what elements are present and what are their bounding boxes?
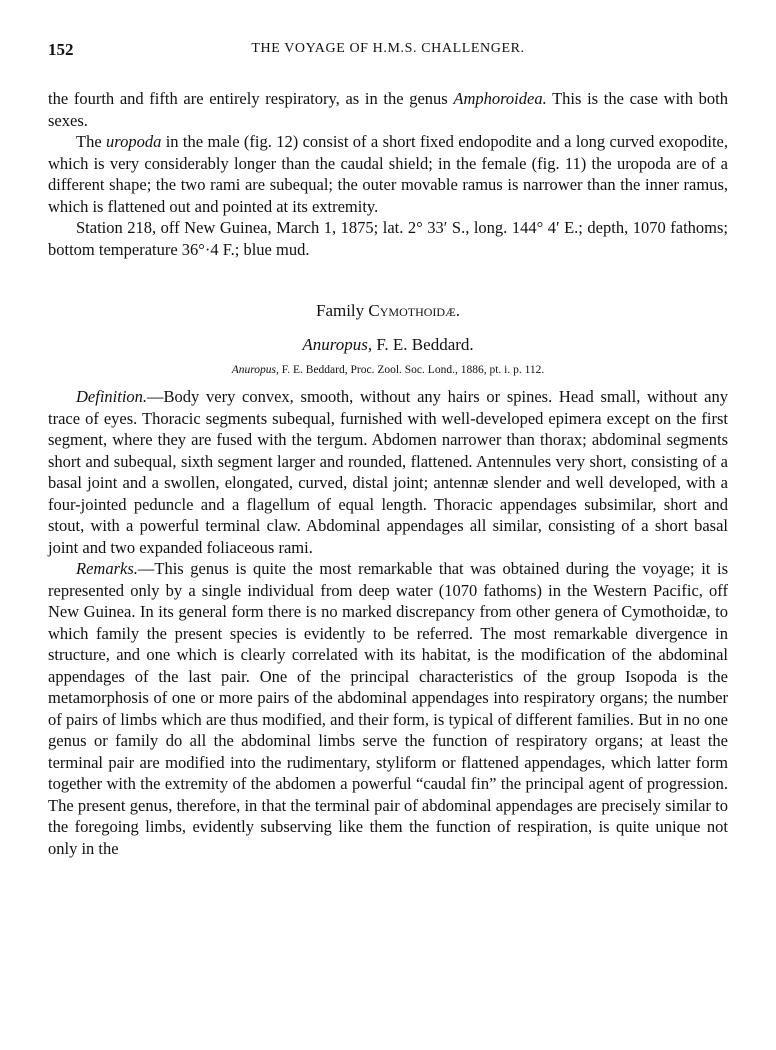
uropoda-text-a: The: [76, 132, 107, 151]
page: [48, 40, 728, 859]
family-heading: [48, 300, 728, 322]
family-name: Cymothoidæ.: [368, 301, 460, 320]
running-title: THE VOYAGE OF H.M.S. CHALLENGER.: [251, 41, 525, 56]
remarks-label: Remarks.: [76, 559, 138, 578]
genus-author: F. E. Beddard.: [372, 335, 474, 354]
running-header: [48, 40, 728, 66]
reference-citation: F. E. Beddard, Proc. Zool. Soc. Lond., 1886, pt. i. p. 112.: [278, 364, 545, 376]
uropoda-paragraph: [48, 131, 728, 217]
definition-text: —Body very convex, smooth, without any hairs or spines. Head small, without any trace of eyes. Thoracic segments subequal, furnished with well-developed epimera except on the first segment, where they are fused with the tergum. Abdomen narrower than thorax; abdominal segments short and subequal, sixth segment larger and rounded, flattened. Antennules very short, consisting of a basal joint and a swollen, elongated, curved, distal joint; antennæ slender and well developed, with a four-jointed peduncle and a flagellum of equal length. Thoracic appendages subsimilar, short and stout, with a powerful terminal claw. Abdominal appendages all similar, consisting of a short basal joint and two expanded foliaceous rami.: [48, 387, 728, 557]
intro-p1-genus-name: Amphoroidea.: [453, 89, 547, 108]
definition-label: Definition.: [76, 387, 148, 406]
genus-name: Anuropus,: [302, 335, 373, 354]
genus-reference: [48, 362, 728, 378]
intro-p1-text-b: This is the case with both sexes.: [48, 89, 728, 130]
station-paragraph: Station 218, off New Guinea, March 1, 1875; lat. 2° 33′ S., long. 144° 4′ E.; depth, 1070 fathoms; bottom temperature 36°·4 F.; blue mud.: [48, 218, 728, 259]
definition-paragraph: [48, 386, 728, 558]
family-prefix: Family: [315, 301, 369, 320]
genus-heading: [48, 334, 728, 356]
remarks-paragraph: [48, 558, 728, 859]
remarks-text: —This genus is quite the most remarkable that was obtained during the voyage; it is represented only by a single individual from deep water (1070 fathoms) in the Western Pacific, off New Guinea. In its general form there is no marked discrepancy from other genera of Cymothoidæ, to which family the present species is evidently to be referred. The most remarkable divergence in structure, and one which is clearly correlated with its habitat, is the modification of the abdominal appendages of the last pair. One of the principal characteristics of the group Isopoda is the metamorphosis of one or more pairs of the abdominal appendages into respiratory organs; the number of pairs of limbs which are thus modified, and their form, is typical of different families. But in no one genus or family do all the abdominal limbs serve the function of respiratory organs; at least the terminal pair are modified into the rudimentary, styliform or flattened appendages, which latter form together with the extremity of the abdomen a powerful “caudal fin” the principal agent of progression. The present genus, therefore, in that the terminal pair of abdominal appendages are precisely similar to the foregoing limbs, evidently subserving like them the function of respiration, is quite unique not only in the: [48, 559, 728, 858]
intro-paragraph-1: [48, 88, 728, 131]
page-number: 152: [48, 40, 74, 59]
uropoda-term: uropoda: [106, 132, 162, 151]
reference-genus: Anuropus,: [231, 364, 279, 376]
intro-p1-text-a: the fourth and fifth are entirely respiratory, as in the genus: [48, 89, 454, 108]
uropoda-text-b: in the male (fig. 12) consist of a short fixed endopodite and a long curved exopodite, which is very considerably longer than the caudal shield; in the female (fig. 11) the uropoda are of a different shape; the two rami are subequal; the outer movable ramus is narrower than the inner ramus, which is flattened out and pointed at its extremity.: [48, 132, 728, 216]
